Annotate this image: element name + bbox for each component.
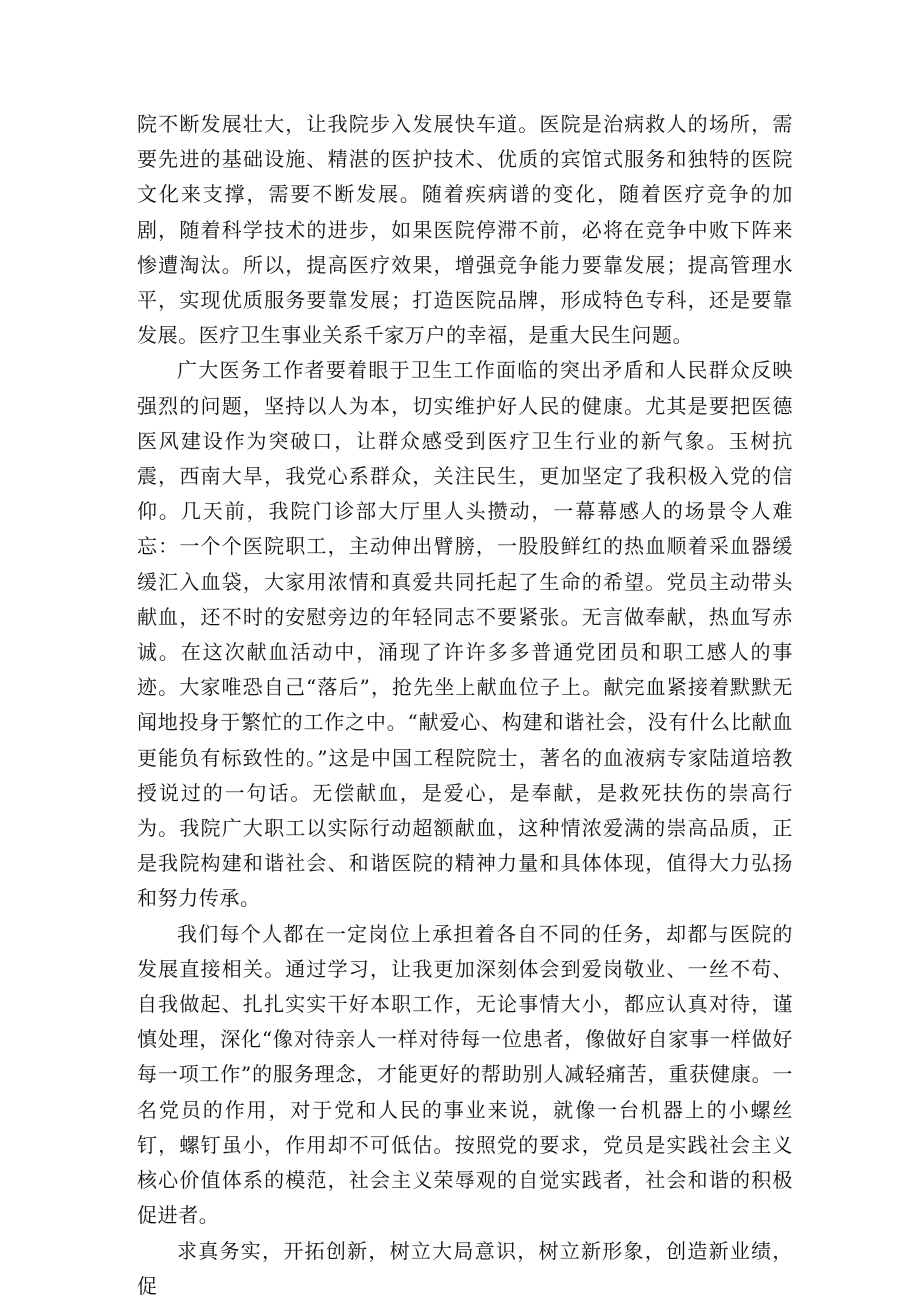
paragraph-1: 院不断发展壮大，让我院步入发展快车道。医院是治病救人的场所，需要先进的基础设施、精湛的医护技术、优质的宾馆式服务和独特的医院文化来支撑，需要不断发展。随着疾病谱的变化，随着医疗竞争的加剧，随着科学技术的进步，如果医院停滞不前，必将在竞争中败下阵来惨遭淘汰。所以，提高医疗效果，增强竞争能力要靠发展；提高管理水平，实现优质服务要靠发展；打造医院品牌，形成特色专科，还是要靠发展。医疗卫生事业关系千家万户的幸福，是重大民生问题。	[137, 112, 793, 348]
paragraph-3: 我们每个人都在一定岗位上承担着各自不同的任务，却都与医院的发展直接相关。通过学习，让我更加深刻体会到爱岗敬业、一丝不苟、自我做起、扎扎实实干好本职工作，无论事情大小，都应认真对待，谨慎处理，深化“像对待亲人一样对待每一位患者，像做好自家事一样做好每一项工作”的服务理念，才能更好的帮助别人减轻痛苦，重获健康。一名党员的作用，对于党和人民的事业来说，就像一台机器上的小螺丝钉，螺钉虽小，作用却不可低估。按照党的要求，党员是实践社会主义核心价值体系的模范，社会主义荣辱观的自觉实践者，社会和谐的积极促进者。	[137, 921, 793, 1228]
document-body	[137, 107, 793, 1304]
paragraph-4: 求真务实，开拓创新，树立大局意识，树立新形象，创造新业绩，促	[137, 1238, 793, 1298]
paragraph-2: 广大医务工作者要着眼于卫生工作面临的突出矛盾和人民群众反映强烈的问题，坚持以人为本，切实维护好人民的健康。尤其是要把医德医风建设作为突破口，让群众感受到医疗卫生行业的新气象。玉树抗震，西南大旱，我党心系群众，关注民生，更加坚定了我积极入党的信仰。几天前，我院门诊部大厅里人头攒动，一幕幕感人的场景令人难忘：一个个医院职工，主动伸出臂膀，一股股鲜红的热血顺着采血器缓缓汇入血袋，大家用浓情和真爱共同托起了生命的希望。党员主动带头献血，还不时的安慰旁边的年轻同志不要紧张。无言做奉献，热血写赤诚。在这次献血活动中，涌现了许许多多普通党团员和职工感人的事迹。大家唯恐自己“落后”，抢先坐上献血位子上。献完血紧接着默默无闻地投身于繁忙的工作之中。“献爱心、构建和谐社会，没有什么比献血更能负有标致性的。”这是中国工程院院士，著名的血液病专家陆道培教授说过的一句话。无偿献血，是爱心，是奉献，是救死扶伤的崇高行为。我院广大职工以实际行动超额献血，这种情浓爱满的崇高品质，正是我院构建和谐社会、和谐医院的精神力量和具体体现，值得大力弘扬和努力传承。	[137, 358, 793, 911]
